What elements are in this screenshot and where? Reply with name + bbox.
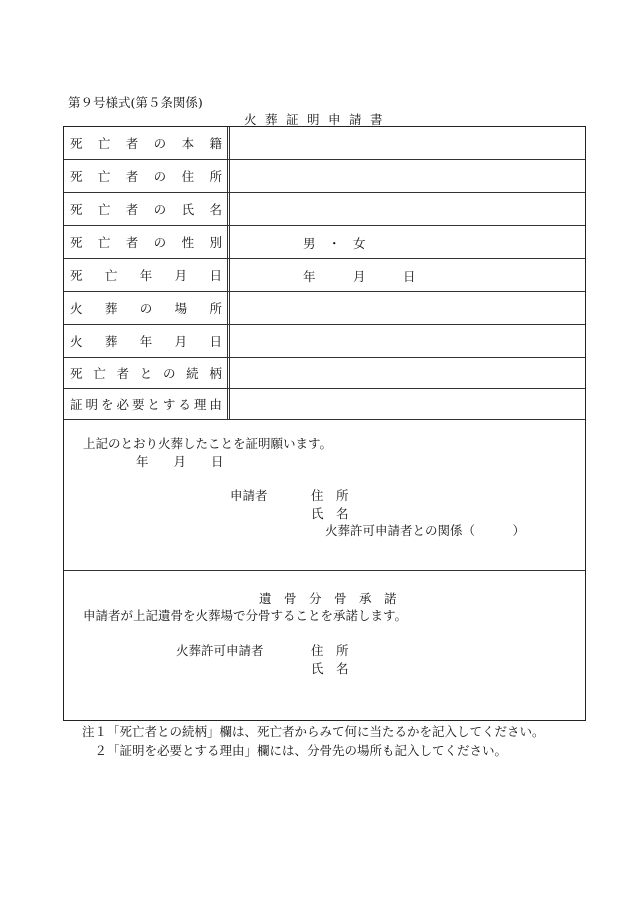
row-value-cell[interactable] — [230, 389, 585, 419]
row-value-cell[interactable] — [230, 127, 585, 159]
label-char: 者 — [125, 169, 139, 184]
label-char: 場 — [174, 301, 188, 316]
label-char: 火 — [70, 334, 83, 349]
label-char: の — [162, 366, 176, 381]
applicant-name-label: 氏 名 — [311, 506, 349, 521]
label-char: 日 — [209, 334, 222, 349]
row-value: 年 月 日 — [303, 269, 416, 284]
permit-applicant-address-label: 住 所 — [311, 643, 349, 658]
row-sex — [64, 226, 585, 259]
permit-applicant-label: 火葬許可申請者 — [176, 643, 264, 658]
row-label — [64, 127, 230, 159]
row-value-cell[interactable] — [230, 358, 585, 388]
row-label — [64, 389, 230, 419]
form-title: 火葬証明申請書 — [244, 112, 392, 127]
applicant-address-label: 住 所 — [311, 488, 349, 503]
label-char: の — [153, 202, 167, 217]
row-death-date — [64, 259, 585, 292]
label-char: 死 — [70, 268, 83, 283]
note-1: 注１「死亡者との続柄」欄は、死亡者からみて何に当たるかを記入してください。 — [82, 724, 545, 739]
declaration-section — [64, 420, 585, 571]
row-domicile — [64, 127, 585, 160]
label-char: 者 — [125, 136, 139, 151]
label-char: 葬 — [104, 301, 118, 316]
label-char: 者 — [125, 202, 139, 217]
label-char: 者 — [125, 235, 139, 250]
bone-division-title: 遺 骨 分 骨 承 諾 — [259, 591, 397, 606]
note-2: ２「証明を必要とする理由」欄には、分骨先の場所も記入してください。 — [82, 743, 508, 758]
label-char: 死 — [70, 169, 83, 184]
label-char: 本 — [181, 136, 195, 151]
declaration-date: 年 月 日 — [136, 454, 224, 469]
label-char: 亡 — [97, 235, 111, 250]
applicant-label: 申請者 — [230, 488, 268, 503]
label-char: 理 — [193, 397, 207, 412]
label-char: 亡 — [97, 202, 111, 217]
permit-applicant-name-label: 氏 名 — [311, 661, 349, 676]
label-char: 名 — [209, 202, 222, 217]
label-char: 日 — [209, 268, 222, 283]
label-char: る — [178, 397, 191, 412]
label-char: 氏 — [181, 202, 195, 217]
label-char: 死 — [70, 136, 83, 151]
row-label — [64, 292, 230, 324]
label-char: 死 — [70, 366, 83, 381]
label-char: 所 — [209, 169, 222, 184]
form-number: 第９号様式(第５条関係) — [68, 95, 203, 110]
label-char: 亡 — [93, 366, 106, 381]
row-label — [64, 259, 230, 291]
label-char: 明 — [85, 397, 98, 412]
relation-to-permit-applicant: 火葬許可申請者との関係（ ） — [325, 523, 526, 538]
label-char: 年 — [139, 334, 153, 349]
label-char: 者 — [116, 366, 129, 381]
row-reason — [64, 389, 585, 420]
label-char: 所 — [209, 301, 222, 316]
label-char: 籍 — [209, 136, 222, 151]
notes — [82, 722, 545, 760]
label-char: 要 — [131, 397, 145, 412]
label-char: 葬 — [104, 334, 118, 349]
label-char: 柄 — [209, 366, 222, 381]
label-char: 必 — [116, 397, 129, 412]
row-label — [64, 325, 230, 357]
label-char: 由 — [209, 397, 222, 412]
label-char: 月 — [174, 268, 188, 283]
label-char: 別 — [209, 235, 222, 250]
row-cremation-date — [64, 325, 585, 358]
label-char: 性 — [181, 235, 195, 250]
label-char: 証 — [70, 397, 83, 412]
row-value-cell[interactable] — [230, 226, 585, 258]
label-char: の — [153, 169, 167, 184]
declaration-text: 上記のとおり火葬したことを証明願います。 — [83, 436, 333, 451]
label-char: の — [153, 235, 167, 250]
application-table — [63, 126, 586, 721]
label-char: 火 — [70, 301, 83, 316]
row-label — [64, 193, 230, 225]
label-char: を — [100, 397, 114, 412]
row-label — [64, 160, 230, 192]
row-label — [64, 226, 230, 258]
label-char: の — [139, 301, 153, 316]
row-value-cell[interactable] — [230, 193, 585, 225]
label-char: 年 — [139, 268, 153, 283]
row-value-cell[interactable] — [230, 160, 585, 192]
label-char: 亡 — [97, 169, 111, 184]
label-char: と — [147, 397, 160, 412]
row-value-cell[interactable] — [230, 259, 585, 291]
bone-division-section — [64, 571, 585, 720]
row-label — [64, 358, 230, 388]
row-relationship — [64, 358, 585, 389]
row-value-cell[interactable] — [230, 292, 585, 324]
label-char: 死 — [70, 235, 83, 250]
label-char: 死 — [70, 202, 83, 217]
label-char: と — [139, 366, 153, 381]
label-char: の — [153, 136, 167, 151]
label-char: 月 — [174, 334, 188, 349]
label-char: 亡 — [104, 268, 118, 283]
label-char: す — [162, 397, 176, 412]
bone-division-text: 申請者が上記遺骨を火葬場で分骨することを承諾します。 — [83, 608, 408, 623]
label-char: 続 — [186, 366, 199, 381]
row-cremation-place — [64, 292, 585, 325]
row-address — [64, 160, 585, 193]
label-char: 住 — [181, 169, 195, 184]
row-value-cell[interactable] — [230, 325, 585, 357]
row-name — [64, 193, 585, 226]
label-char: 亡 — [97, 136, 111, 151]
row-value: 男 ・ 女 — [303, 236, 366, 251]
